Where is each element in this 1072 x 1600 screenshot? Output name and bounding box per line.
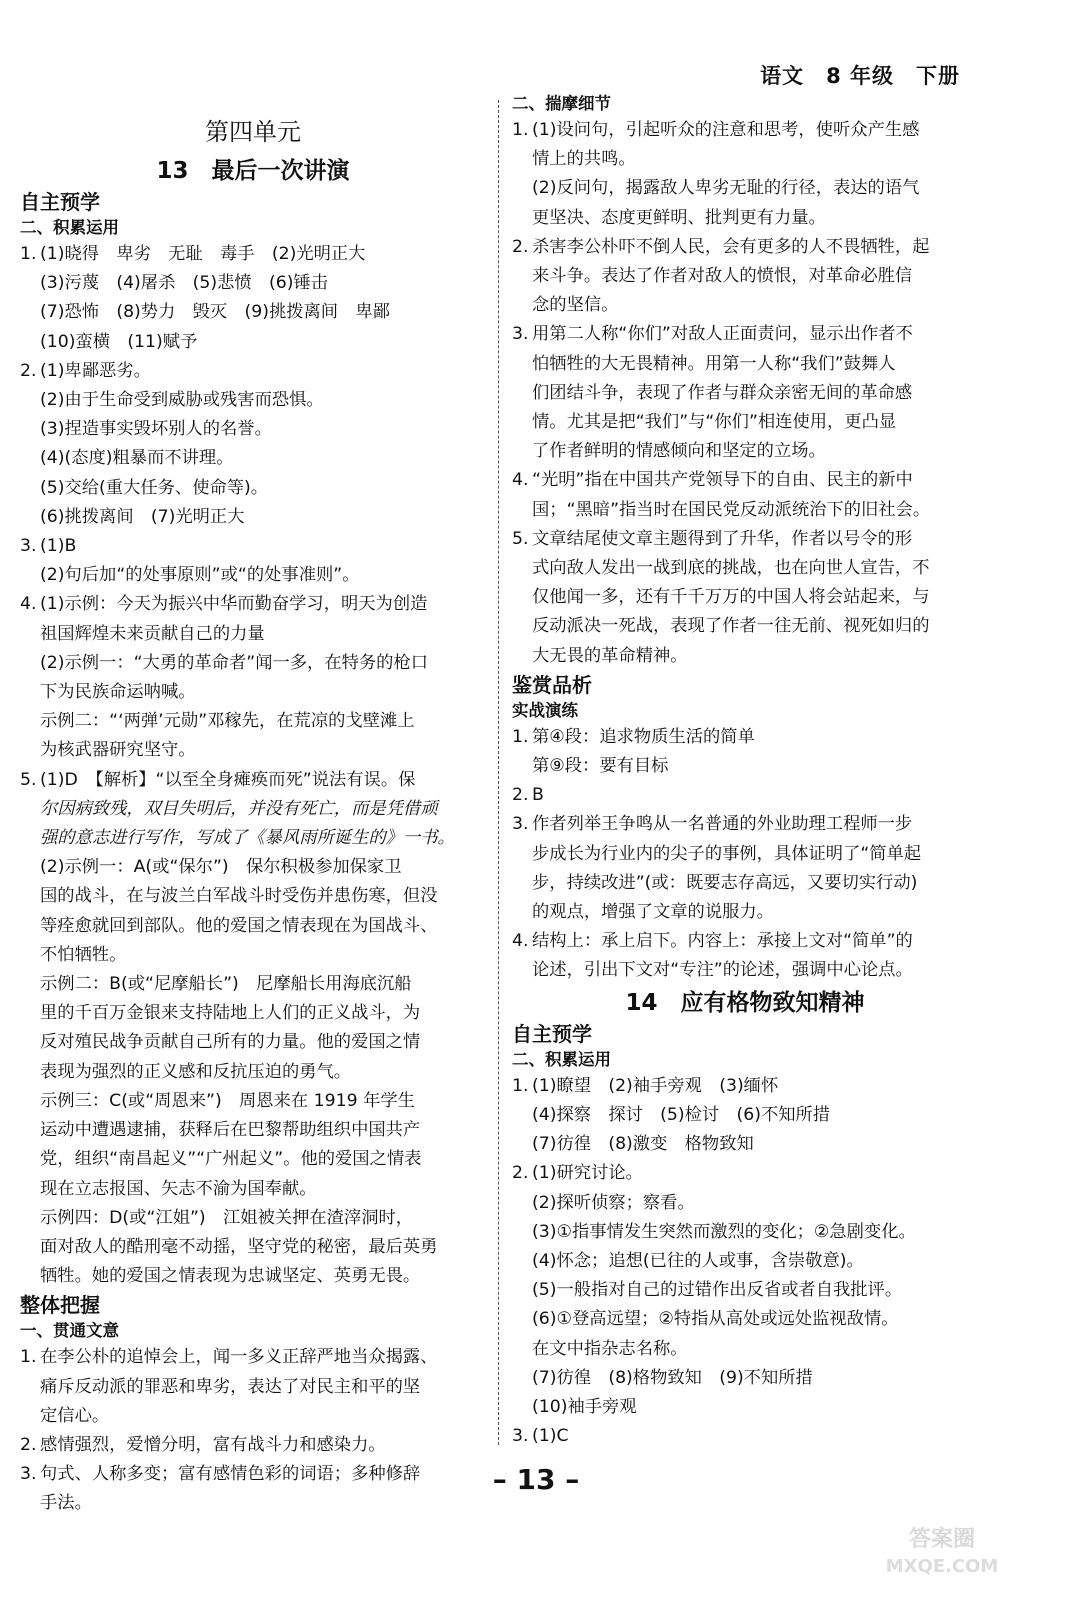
answer-line: 运动中遭遇逮捕，获释后在巴黎帮助组织中国共产	[40, 1120, 421, 1141]
answer-line: (4)(态度)粗暴而不讲理。	[40, 448, 234, 469]
detail-question-1: 1. (1)设问句，引起听众的注意和思考，使听众产生感 情上的共鸣。 (2)反问句，揭露敌人卑劣无耻的行径，表达的语气 更坚决、态度更鲜明、批判更有力量。	[512, 116, 978, 233]
answer-line: 式向敌人发出一战到底的挑战，也在向世人宣告，不	[532, 558, 930, 579]
answer-line: (3)捏造事实毁坏别人的名誉。	[40, 419, 272, 440]
answer-line: 示例二：B(或“尼摩船长”) 尼摩船长用海底沉船	[40, 974, 412, 995]
answer-line: 用第二人称“你们”对敌人正面责问，显示出作者不	[532, 324, 913, 345]
answer-line: 示例二：“‘两弹’元勋”邓稼先，在荒凉的戈壁滩上	[40, 711, 415, 732]
answer-line: 下为民族命运呐喊。	[40, 682, 196, 703]
unit-title: 第四单元	[205, 118, 301, 146]
through-question-2: 2. 感情强烈，爱憎分明，富有战斗力和感染力。	[20, 1431, 486, 1460]
question-3: 3. (1)B (2)句后加“的处事原则”或“的处事准则”。	[20, 532, 486, 590]
answer-line: 文章结尾使文章主题得到了升华，作者以号令的形	[532, 528, 913, 549]
practice-question-2: 2. B	[512, 781, 978, 810]
answer-line: (1)晓得 卑劣 无耻 毒手 (2)光明正大	[40, 244, 366, 264]
answer-line: (1)瞭望 (2)袖手旁观 (3)缅怀	[532, 1075, 779, 1096]
answer-line: (1)D 【解析】“以至全身瘫痪而死”说法有误。保	[40, 769, 416, 790]
question-2: 2. (1)卑鄙恶劣。 (2)由于生命受到威胁或残害而恐惧。 (3)捏造事实毁坏别人的名誉。 (4)(态度)粗暴而不讲理。 (5)交给(重大任务、使命等)。 (6)挑拨离间 (7)光明正大	[20, 357, 486, 532]
l14-question-3: 3. (1)C	[512, 1422, 978, 1451]
section-self-study: 自主预学	[20, 190, 100, 214]
answer-line: 情上的共鸣。	[532, 149, 636, 170]
answer-line: (1)示例：今天为振兴中华而勤奋学习，明天为创造	[40, 594, 428, 615]
answer-line: 仅他闻一多，还有千千万万的中国人将会站起来，与	[532, 587, 930, 608]
answer-line: (5)交给(重大任务、使命等)。	[40, 477, 269, 498]
answer-line: (7)彷徨 (8)格物致知 (9)不知所措	[532, 1367, 813, 1388]
volume-label: 下册	[916, 64, 960, 88]
answer-line: 情。尤其是把“我们”与“你们”相连使用，更凸显	[532, 412, 897, 433]
answer-line: (2)句后加“的处事原则”或“的处事准则”。	[40, 565, 360, 586]
page-header	[738, 60, 960, 90]
section-overall: 整体把握	[20, 1293, 100, 1318]
subsection-through: 一、贯通文意	[20, 1321, 119, 1341]
section-self-study-14: 自主预学	[512, 1021, 592, 1046]
practice-question-3: 3. 作者列举王争鸣从一名普通的外业助理工程师一步 步成长为行业内的尖子的事例，具体证明了“简单起 步，持续改进”(或：既要志存高远，又要切实行动) 的观点，增强了文章的说服力。	[512, 810, 978, 927]
answer-line: 党，组织“南昌起义”“广州起义”。他的爱国之情表	[40, 1149, 422, 1170]
answer-line: (1)C	[532, 1426, 569, 1447]
answer-line: (1)卑鄙恶劣。	[40, 360, 151, 381]
answer-line: 杀害李公朴吓不倒人民，会有更多的人不畏牺牲，起	[532, 236, 930, 257]
watermark-logo	[852, 1520, 1032, 1580]
l14-question-2: 2. (1)研究讨论。 (2)探听侦察；察看。 (3)①指事情发生突然而激烈的变化；②急剧变化。 (4)怀念；追想(已往的人或事，含崇敬意)。 (5)一般指对自己的过错作出反省或者自我批评。 (6)①登高远望；②特指从高处或远处监视敌情。 在文中指杂志名称。 (7)彷徨 (8)格物致知 (9)不知所措 (10)袖手旁观	[512, 1159, 978, 1422]
answer-line: (2)示例一：“大勇的革命者”闻一多，在特务的枪口	[40, 652, 429, 673]
answer-line: (2)探听侦察；察看。	[532, 1192, 695, 1213]
right-column	[512, 92, 978, 1451]
answer-line: (4)探察 探讨 (5)检讨 (6)不知所措	[532, 1104, 831, 1125]
practice-question-4: 4. 结构上：承上启下。内容上：承接上文对“简单”的 论述，引出下文对“专注”的论述，强调中心论点。	[512, 927, 978, 985]
detail-question-2: 2. 杀害李公朴吓不倒人民，会有更多的人不畏牺牲，起 来斗争。表达了作者对敌人的愤恨，对革命必胜信 念的坚信。	[512, 233, 978, 321]
answer-line: 手法。	[40, 1493, 92, 1514]
question-5: 5. (1)D 【解析】“以至全身瘫痪而死”说法有误。保 尔因病致残，双目失明后，并没有死亡，而是凭借顽 强的意志进行写作，写成了《暴风雨所诞生的》一书。 (2)示例一：A(或“保尔”) 保尔积极参加保家卫 国的战斗，在与波兰白军战斗时受伤并患伤寒，但没 等痊愈就回到部队。他的爱国之情表现在为国战斗、 不怕牺牲。 示例二：B(或“尼摩船长”) 尼摩船长用海底沉船 里的千百万金银来支持陆地上人们的正义战斗，为 反对殖民战争贡献自己所有的力量。他的爱国之情 表现为强烈的正义感和反抗压迫的勇气。 示例三：C(或“周恩来”) 周恩来在 1919 年学生 运动中遭遇逮捕，获释后在巴黎帮助组织中国共产 党，组织“南昌起义”“广州起义”。他的爱国之情表 现在立志报国、矢志不渝为国奉献。 示例四：D(或“江姐”) 江姐被关押在渣滓洞时， 面对敌人的酷刑毫不动摇，坚守党的秘密，最后英勇 牺牲。她的爱国之情表现为忠诚坚定、英勇无畏。	[20, 766, 486, 1292]
subsection-accumulation-14: 二、积累运用	[512, 1049, 611, 1069]
answer-line: “光明”指在中国共产党领导下的自由、民主的新中	[532, 470, 913, 491]
answer-line: 了作者鲜明的情感倾向和坚定的立场。	[532, 441, 826, 462]
left-column	[20, 114, 486, 1519]
svg-text:MXQE.COM: MXQE.COM	[885, 1556, 999, 1577]
answer-line: (2)由于生命受到威胁或残害而恐惧。	[40, 390, 324, 411]
through-question-1: 1. 在李公朴的追悼会上，闻一多义正辞严地当众揭露、 痛斥反动派的罪恶和卑劣，表达了对民主和平的坚 定信心。	[20, 1343, 486, 1431]
answer-line: (3)①指事情发生突然而激烈的变化；②急剧变化。	[532, 1221, 916, 1242]
subsection-accumulation: 二、积累运用	[20, 218, 119, 237]
lesson-14-title: 14 应有格物致知精神	[625, 989, 865, 1016]
detail-question-5: 5. 文章结尾使文章主题得到了升华，作者以号令的形 式向敌人发出一战到底的挑战，也在向世人宣告，不 仅他闻一多，还有千千万万的中国人将会站起来，与 反动派决一死战，表现了作者一往无前、视死如归的 大无畏的革命精神。	[512, 525, 978, 671]
answer-line: 示例四：D(或“江姐”) 江姐被关押在渣滓洞时，	[40, 1207, 414, 1228]
answer-line: 作者列举王争鸣从一名普通的外业助理工程师一步	[532, 814, 913, 835]
answer-line: (1)设问句，引起听众的注意和思考，使听众产生感	[532, 120, 920, 140]
answer-line: 在李公朴的追悼会上，闻一多义正辞严地当众揭露、	[40, 1347, 438, 1368]
answer-line: 结构上：承上启下。内容上：承接上文对“简单”的	[532, 931, 913, 952]
answer-line: (1)B	[40, 536, 77, 557]
detail-question-4: 4. “光明”指在中国共产党领导下的自由、民主的新中 国；“黑暗”指当时在国民党反动派统治下的旧社会。	[512, 466, 978, 524]
answer-line: 念的坚信。	[532, 295, 619, 316]
answer-line: 更坚决、态度更鲜明、批判更有力量。	[532, 207, 826, 228]
answer-line: 国；“黑暗”指当时在国民党反动派统治下的旧社会。	[532, 499, 931, 520]
answer-line: 句式、人称多变；富有感情色彩的词语；多种修辞	[40, 1464, 421, 1485]
svg-text:答案圈: 答案圈	[908, 1527, 976, 1552]
through-question-3: 3. 句式、人称多变；富有感情色彩的词语；多种修辞 手法。	[20, 1460, 486, 1518]
answer-line: 牺牲。她的爱国之情表现为忠诚坚定、英勇无畏。	[40, 1266, 421, 1287]
answer-line: 们团结斗争，表现了作者与群众亲密无间的革命感	[532, 382, 913, 403]
answer-line: 论述，引出下文对“专注”的论述，强调中心论点。	[532, 960, 913, 981]
answer-line: 感情强烈，爱憎分明，富有战斗力和感染力。	[40, 1434, 386, 1455]
l14-question-1: 1. (1)瞭望 (2)袖手旁观 (3)缅怀 (4)探察 探讨 (5)检讨 (6)不知所措 (7)彷徨 (8)激变 格物致知	[512, 1072, 978, 1160]
answer-line: 表现为强烈的正义感和反抗压迫的勇气。	[40, 1061, 352, 1082]
answer-line: (3)污蔑 (4)屠杀 (5)悲愤 (6)锤击	[40, 273, 329, 294]
answer-line: 里的千百万金银来支持陆地上人们的正义战斗，为	[40, 1003, 421, 1024]
answer-line: 国的战斗，在与波兰白军战斗时受伤并患伤寒，但没	[40, 886, 438, 907]
answer-line: 痛斥反动派的罪恶和卑劣，表达了对民主和平的坚	[40, 1376, 421, 1397]
answer-line: (1)研究讨论。	[532, 1163, 643, 1184]
answer-line: 现在立志报国、矢志不渝为国奉献。	[40, 1178, 317, 1199]
answer-line: 反对殖民战争贡献自己所有的力量。他的爱国之情	[40, 1032, 421, 1053]
answer-line: 步成长为行业内的尖子的事例，具体证明了“简单起	[532, 843, 922, 864]
grade-label: 8 年级	[826, 64, 894, 88]
answer-line: 大无畏的革命精神。	[532, 645, 688, 666]
answer-line: 在文中指杂志名称。	[532, 1338, 688, 1359]
detail-question-3: 3. 用第二人称“你们”对敌人正面责问，显示出作者不 怕牺牲的大无畏精神。用第一人称“我们”鼓舞人 们团结斗争，表现了作者与群众亲密无间的革命感 情。尤其是把“我们”与“你们”相连使用，更凸显 了作者鲜明的情感倾向和坚定的立场。	[512, 320, 978, 466]
answer-line: 为核武器研究坚守。	[40, 740, 196, 761]
subsection-practice: 实战演练	[512, 700, 578, 720]
answer-line: (6)①登高远望；②特指从高处或远处监视敌情。	[532, 1309, 899, 1330]
subsection-detail: 二、揣摩细节	[512, 94, 611, 113]
lesson-13-title: 13 最后一次讲演	[156, 158, 350, 184]
page-number-value: 13	[516, 1463, 556, 1496]
answer-line: 怕牺牲的大无畏精神。用第一人称“我们”鼓舞人	[532, 353, 896, 374]
answer-line: (10)袖手旁观	[532, 1396, 637, 1417]
answer-line: 不怕牺牲。	[40, 944, 127, 965]
answer-line: 反动派决一死战，表现了作者一往无前、视死如归的	[532, 616, 930, 637]
answer-line: 第④段：追求物质生活的简单	[532, 726, 755, 747]
practice-question-1: 1. 第④段：追求物质生活的简单 第⑨段：要有目标	[512, 723, 978, 781]
answer-line: 来斗争。表达了作者对敌人的愤恨，对革命必胜信	[532, 266, 913, 287]
answer-line: 等痊愈就回到部队。他的爱国之情表现在为国战斗、	[40, 915, 438, 936]
answer-line: 祖国辉煌未来贡献自己的力量	[40, 623, 265, 644]
answer-line: 定信心。	[40, 1405, 110, 1426]
question-1: 1. (1)晓得 卑劣 无耻 毒手 (2)光明正大 (3)污蔑 (4)屠杀 (5)悲愤 (6)锤击 (7)恐怖 (8)势力 毁灭 (9)挑拨离间 卑鄙 (10)蛮横 (11)赋予	[20, 240, 486, 357]
subject-label: 语文	[760, 64, 805, 88]
question-4: 4. (1)示例：今天为振兴中华而勤奋学习，明天为创造 祖国辉煌未来贡献自己的力量 (2)示例一：“大勇的革命者”闻一多，在特务的枪口 下为民族命运呐喊。 示例二：“‘两弹’元勋”邓稼先，在荒凉的戈壁滩上 为核武器研究坚守。	[20, 590, 486, 765]
answer-line: 示例三：C(或“周恩来”) 周恩来在 1919 年学生	[40, 1090, 415, 1111]
answer-line: (7)恐怖 (8)势力 毁灭 (9)挑拨离间 卑鄙	[40, 302, 390, 323]
answer-line: (4)怀念；追想(已往的人或事，含崇敬意)。	[532, 1250, 864, 1271]
column-divider	[498, 100, 499, 1445]
answer-line: (2)反问句，揭露敌人卑劣无耻的行径，表达的语气	[532, 178, 920, 199]
answer-line: (2)示例一：A(或“保尔”) 保尔积极参加保家卫	[40, 857, 402, 878]
analysis-line: 尔因病致残，双目失明后，并没有死亡，而是凭借顽	[40, 798, 438, 819]
section-appreciate: 鉴赏品析	[512, 672, 592, 697]
answer-line: B	[532, 785, 544, 806]
page-number: – 13 –	[492, 1463, 580, 1496]
answer-line: (5)一般指对自己的过错作出反省或者自我批评。	[532, 1280, 903, 1301]
answer-line: (7)彷徨 (8)激变 格物致知	[532, 1134, 754, 1155]
answer-line: 步，持续改进”(或：既要志存高远，又要切实行动)	[532, 872, 918, 893]
answer-line: 的观点，增强了文章的说服力。	[532, 902, 774, 923]
answer-line: (6)挑拨离间 (7)光明正大	[40, 506, 245, 527]
answer-line: 第⑨段：要有目标	[532, 756, 669, 777]
answer-line: 面对敌人的酷刑毫不动摇，坚守党的秘密，最后英勇	[40, 1236, 438, 1257]
analysis-line: 强的意志进行写作，写成了《暴风雨所诞生的》一书。	[40, 828, 455, 849]
answer-line: (10)蛮横 (11)赋予	[40, 331, 198, 352]
